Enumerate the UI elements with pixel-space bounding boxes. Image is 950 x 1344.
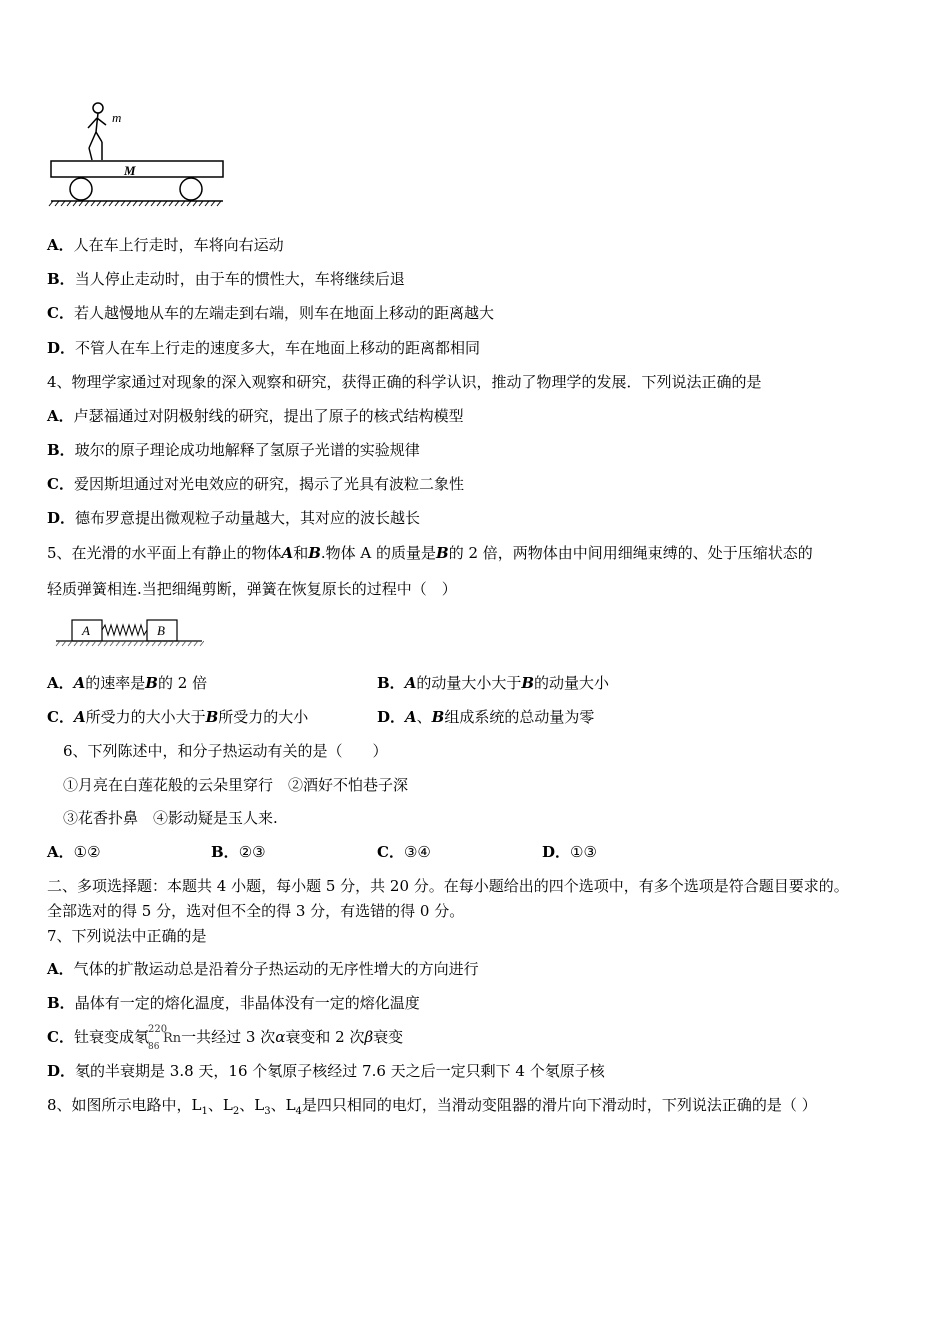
radon-nuclide: 220 86 Rn	[147, 1024, 182, 1052]
q5-stem-line2: 轻质弹簧相连.当把细绳剪断，弹簧在恢复原长的过程中（ ）	[47, 580, 457, 598]
wheel-right	[180, 178, 202, 200]
q3-option-b: B．当人停止走动时，由于车的惯性大，车将继续后退	[47, 270, 405, 288]
q5-option-a: A．A的速率是B的 2 倍	[47, 674, 208, 692]
q6-option-a: A．①②	[47, 843, 101, 861]
figure-blocks-spring	[54, 615, 204, 649]
q6-option-b: B．②③	[211, 843, 266, 861]
block-a-label: A	[82, 623, 90, 638]
q7-option-b: B．晶体有一定的熔化温度，非晶体没有一定的熔化温度	[47, 994, 420, 1012]
q5-option-b: B．A的动量大小大于B的动量大小	[377, 674, 610, 692]
q6-statements-line1: ①月亮在白莲花般的云朵里穿行 ②酒好不怕巷子深	[63, 776, 409, 794]
stick-figure	[88, 103, 106, 160]
figure-person-on-cart	[46, 98, 228, 212]
q4-option-b: B．玻尔的原子理论成功地解释了氢原子光谱的实验规律	[47, 441, 420, 459]
mass-M-label: M	[124, 163, 136, 178]
q3-option-c: C．若人越慢地从车的左端走到右端，则车在地面上移动的距离越大	[47, 304, 494, 322]
q7-stem: 7、下列说法中正确的是	[47, 927, 207, 945]
q5-stem-line1: 5、在光滑的水平面上有静止的物体A和B.物体 A 的质量是B的 2 倍，两物体由中间用细绳束缚的、处于压缩状态的	[47, 544, 813, 562]
q7-option-d: D．氡的半衰期是 3.8 天，16 个氡原子核经过 7.6 天之后一定只剩下 4 个氡原子核	[47, 1062, 605, 1080]
q7-option-a: A．气体的扩散运动总是沿着分子热运动的无序性增大的方向进行	[47, 960, 479, 978]
section2-line1: 二、多项选择题：本题共 4 小题，每小题 5 分，共 20 分。在每小题给出的四个选项中，有多个选项是符合题目要求的。	[47, 877, 849, 895]
q4-option-a: A．卢瑟福通过对阴极射线的研究，提出了原子的核式结构模型	[47, 407, 464, 425]
q3-option-d: D．不管人在车上行走的速度多大，车在地面上移动的距离都相同	[47, 339, 481, 357]
q8-stem: 8、如图所示电路中，$L_1$、$L_2$、$L_3$、$L_4$是四只相同的电灯，当滑动变阻器的滑片向下滑动时，下列说法正确的是（ ）	[47, 1096, 817, 1117]
cart-board	[51, 161, 223, 177]
q5-option-c: C．A所受力的大小大于B所受力的大小	[47, 708, 309, 726]
q6-stem: 6、下列陈述中，和分子热运动有关的是（ ）	[63, 742, 388, 760]
wheel-left	[70, 178, 92, 200]
q3-option-a: A．人在车上行走时，车将向右运动	[47, 236, 284, 254]
q6-option-c: C．③④	[377, 843, 431, 861]
q4-stem: 4、物理学家通过对现象的深入观察和研究，获得正确的科学认识，推动了物理学的发展．下列说法正确的是	[47, 373, 762, 391]
mass-m-label: m	[112, 110, 122, 125]
section2-line2: 全部选对的得 5 分，选对但不全的得 3 分，有选错的得 0 分。	[47, 902, 465, 920]
q7-option-c: C．钍衰变成氡 220 86 Rn一共经过 3 次α衰变和 2 次β衰变	[47, 1024, 404, 1052]
q5-option-d: D．A、B组成系统的总动量为零	[377, 708, 595, 726]
q4-option-c: C．爱因斯坦通过对光电效应的研究，揭示了光具有波粒二象性	[47, 475, 464, 493]
q6-option-d: D．①③	[542, 843, 597, 861]
q4-option-d: D．德布罗意提出微观粒子动量越大，其对应的波长越长	[47, 509, 421, 527]
block-b-label: B	[157, 623, 165, 638]
q6-statements-line2: ③花香扑鼻 ④影动疑是玉人来.	[63, 809, 278, 827]
spring	[102, 625, 147, 635]
